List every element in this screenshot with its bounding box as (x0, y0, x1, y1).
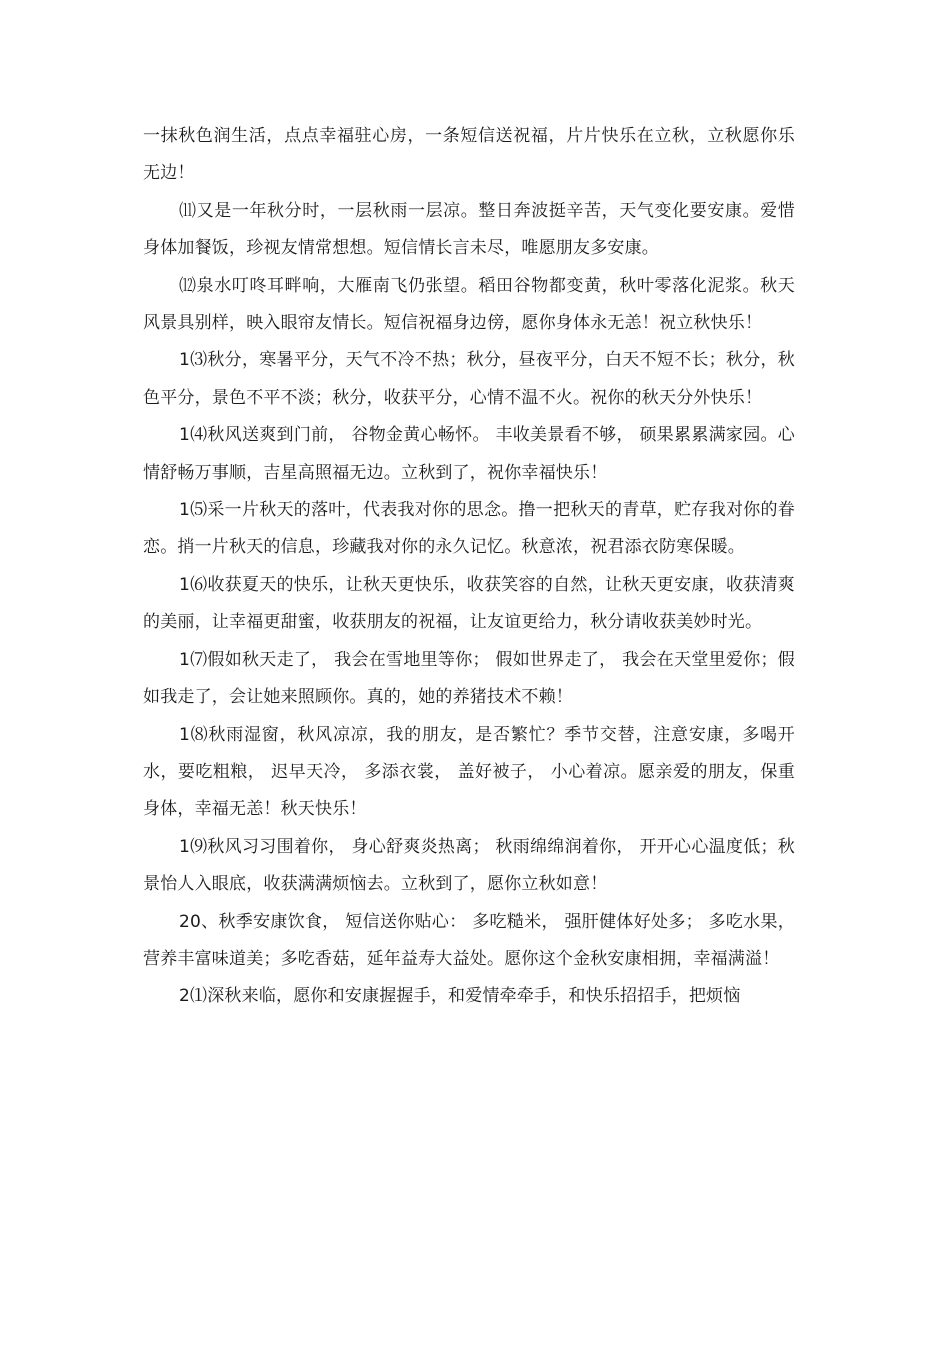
paragraph-20: 20、秋季安康饮食， 短信送你贴心： 多吃糙米， 强肝健体好处多； 多吃水果，营养丰富味道美；多吃香菇，延年益寿大益处。愿你这个金秋安康相拥，幸福满溢！ (143, 911, 795, 969)
document-body (143, 118, 795, 1016)
paragraph-1: 一抹秋色润生活，点点幸福驻心房，一条短信送祝福，片片快乐在立秋，立秋愿你乐无边！ (143, 126, 795, 184)
paragraph-13: 1⑶秋分，寒暑平分，天气不冷不热；秋分，昼夜平分，白天不短不长；秋分，秋色平分，景色不平不淡；秋分，收获平分，心情不温不火。祝你的秋天分外快乐！ (143, 350, 795, 408)
paragraph-21: 2⑴深秋来临，愿你和安康握握手，和爱情牵牵手，和快乐招招手，把烦恼 (179, 986, 741, 1007)
paragraph-15: 1⑸采一片秋天的落叶，代表我对你的思念。撸一把秋天的青草，贮存我对你的眷恋。捎一片秋天的信息，珍藏我对你的永久记忆。秋意浓，祝君添衣防寒保暖。 (143, 500, 795, 558)
paragraph-18: 1⑻秋雨湿窗，秋风凉凉，我的朋友，是否繁忙？季节交替，注意安康，多喝开水，要吃粗粮， 迟早天冷， 多添衣裳， 盖好被子， 小心着凉。愿亲爱的朋友，保重身体，幸福无恙！秋天快乐！ (143, 724, 795, 820)
paragraph-11: ⑾又是一年秋分时，一层秋雨一层凉。整日奔波挺辛苦，天气变化要安康。爱惜身体加餐饭，珍视友情常想想。短信情长言未尽，唯愿朋友多安康。 (143, 200, 795, 259)
paragraph-14: 1⑷秋风送爽到门前， 谷物金黄心畅怀。 丰收美景看不够， 硕果累累满家园。心情舒畅万事顺，吉星高照福无边。立秋到了，祝你幸福快乐！ (143, 425, 795, 483)
paragraph-17: 1⑺假如秋天走了， 我会在雪地里等你； 假如世界走了， 我会在天堂里爱你；假如我走了，会让她来照顾你。真的，她的养猪技术不赖！ (143, 649, 795, 708)
paragraph-12: ⑿泉水叮咚耳畔响，大雁南飞仍张望。稻田谷物都变黄，秋叶零落化泥浆。秋天风景具别样，映入眼帘友情长。短信祝福身边傍，愿你身体永无恙！祝立秋快乐！ (143, 275, 795, 334)
paragraph-16: 1⑹收获夏天的快乐，让秋天更快乐，收获笑容的自然，让秋天更安康，收获清爽的美丽，让幸福更甜蜜，收获朋友的祝福，让友谊更给力，秋分请收获美妙时光。 (143, 574, 795, 633)
paragraph-19: 1⑼秋风习习围着你， 身心舒爽炎热离； 秋雨绵绵润着你， 开开心心温度低；秋景怡人入眼底，收获满满烦恼去。立秋到了，愿你立秋如意！ (143, 836, 795, 895)
